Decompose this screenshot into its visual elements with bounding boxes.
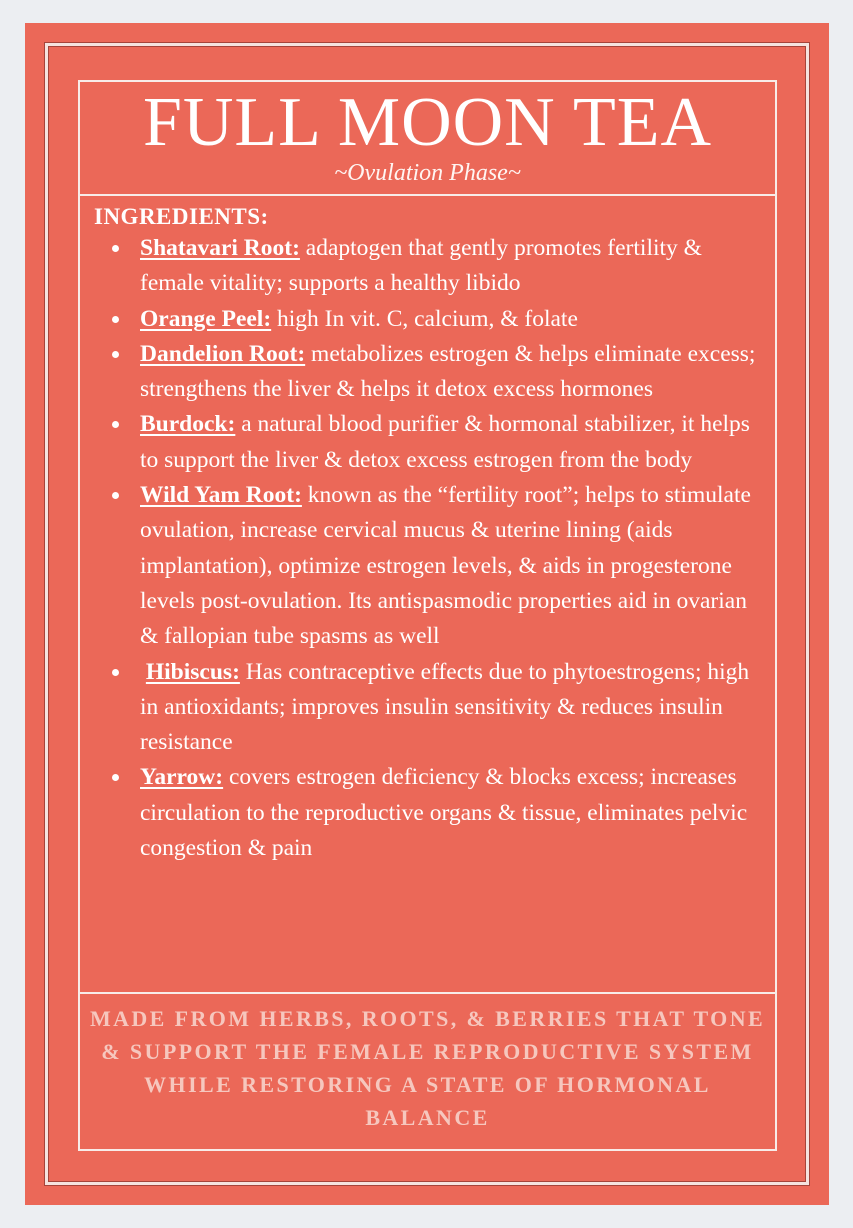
- bullet-icon: [112, 351, 119, 358]
- list-item: [94, 302, 765, 337]
- ingredient-description: Has contraceptive effects due to phytoestrogens; high in antioxidants; improves insulin sensitivity & reduces insulin resistance: [140, 658, 750, 756]
- ingredient-description: adaptogen that gently promotes fertility & female vitality; supports a healthy libido: [140, 235, 702, 297]
- ingredient-name: Orange Peel:: [140, 305, 272, 332]
- ingredient-description: known as the “fertility root”; helps to stimulate ovulation, increase cervical mucus & uterine lining (aids implantation), optimize estrogen levels, & aids in progesterone levels post-ovulation. Its antispasmodic properties aid in ovarian & fallopian tube spasms as well: [140, 482, 751, 650]
- list-item: [94, 407, 765, 478]
- bullet-icon: [112, 492, 119, 499]
- tagline: MADE FROM HERBS, ROOTS, & BERRIES THAT TONE & SUPPORT THE FEMALE REPRODUCTIVE SYSTEM WHILE RESTORING A STATE OF HORMONAL BALANCE: [89, 1005, 766, 1130]
- tea-card: [25, 23, 829, 1205]
- ingredient-description: covers estrogen deficiency & blocks excess; increases circulation to the reproductive organs & tissue, eliminates pelvic congestion & pain: [140, 764, 748, 862]
- list-item: [94, 231, 765, 302]
- card-footer: [80, 992, 775, 1149]
- list-item: [94, 337, 765, 408]
- ingredient-name: Hibiscus:: [145, 658, 240, 685]
- ingredients-heading: INGREDIENTS:: [94, 204, 269, 229]
- list-item: [94, 760, 765, 866]
- inner-border: [78, 80, 777, 1151]
- card-header: [80, 82, 775, 196]
- ingredient-description: high In vit. C, calcium, & folate: [271, 305, 578, 332]
- ingredient-name: Shatavari Root:: [140, 235, 300, 261]
- ingredients-section: [94, 204, 765, 866]
- bullet-icon: [112, 316, 119, 323]
- ingredient-description: metabolizes estrogen & helps eliminate excess; strengthens the liver & helps it detox excess hormones: [140, 340, 756, 403]
- ingredient-name: Dandelion Root:: [140, 340, 306, 367]
- ingredient-description: a natural blood purifier & hormonal stabilizer, it helps to support the liver & detox excess estrogen from the body: [140, 411, 750, 473]
- list-item: [94, 478, 765, 654]
- ingredients-list: [94, 231, 765, 866]
- bullet-icon: [112, 774, 119, 781]
- list-item: [94, 655, 765, 761]
- ingredient-name: Yarrow:: [140, 764, 224, 791]
- ingredient-name: Wild Yam Root:: [140, 482, 302, 509]
- ingredient-name: Burdock:: [140, 411, 236, 438]
- bullet-icon: [112, 421, 119, 428]
- bullet-icon: [112, 669, 119, 676]
- bullet-icon: [112, 245, 119, 252]
- phase-subtitle: ~Ovulation Phase~: [334, 160, 521, 186]
- page-title: FULL MOON TEA: [142, 84, 713, 161]
